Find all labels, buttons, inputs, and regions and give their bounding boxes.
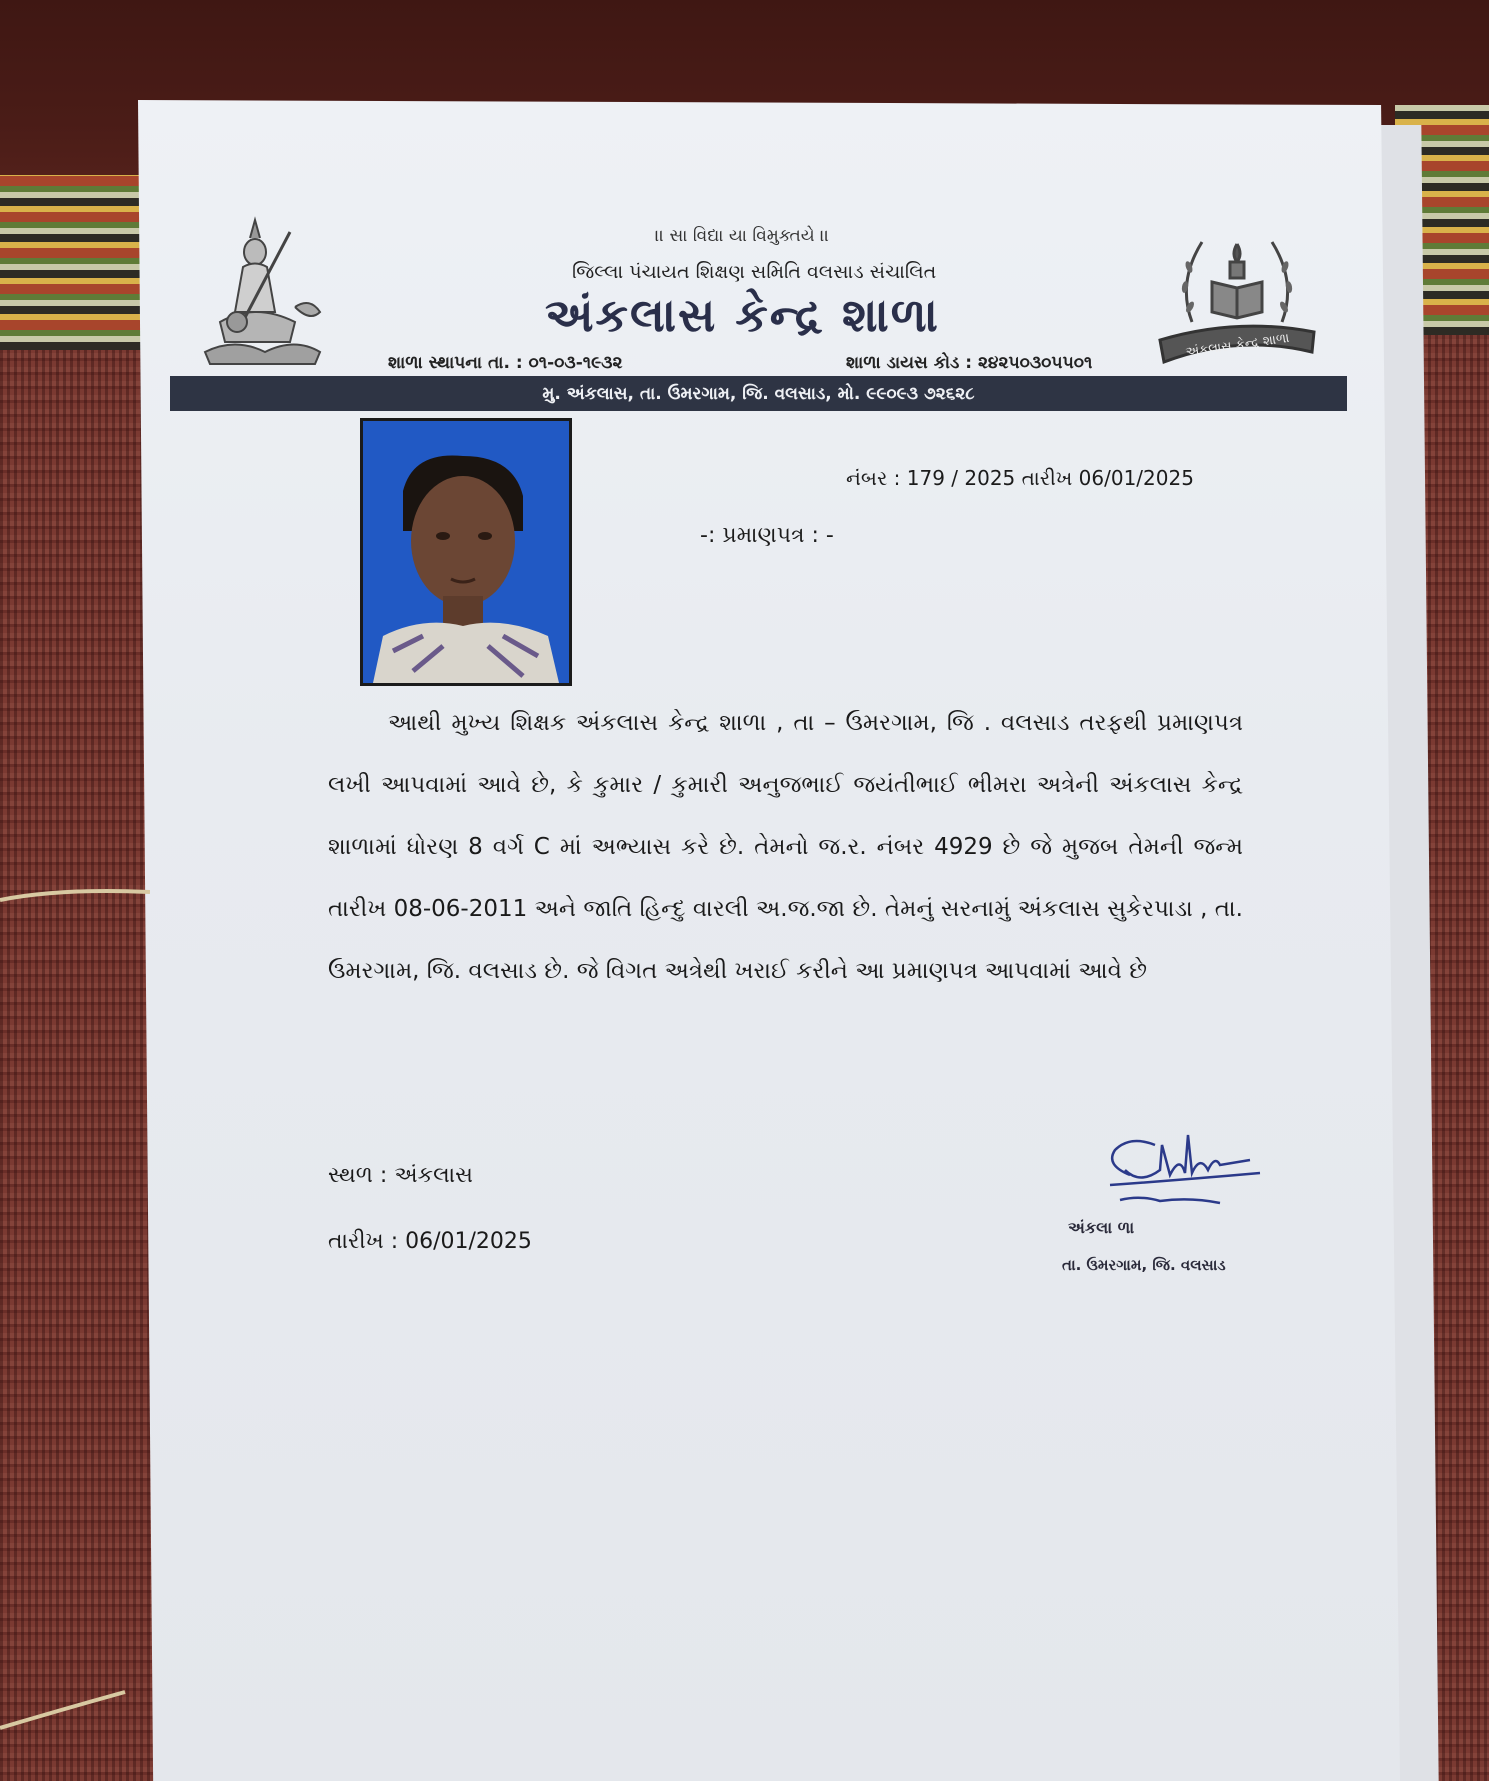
school-emblem-icon <box>1152 222 1322 370</box>
twine-string <box>0 886 150 906</box>
managing-organization: જિલ્લા પંચાયત શિક્ષણ સમિતિ વલસાડ સંચાલિત <box>572 261 937 283</box>
signatory-role: અંકલા ળા <box>1068 1218 1135 1237</box>
reference-number: નંબર : 179 / 2025 તારીખ 06/01/2025 <box>846 466 1194 490</box>
twine-string-bottom <box>0 1690 130 1730</box>
establishment-date: શાળા સ્થાપના તા. : ૦૧-૦૩-૧૯૩૨ <box>388 353 623 373</box>
certificate-title: -: પ્રમાણપત્ર : - <box>700 523 834 548</box>
address-text: મુ. અંકલાસ, તા. ઉમરગામ, જિ. વલસાડ, મો. ૯૯૦૯૩ ૭૨૬૨૮ <box>542 383 975 404</box>
place-line: સ્થળ : અંકલાસ <box>328 1163 473 1188</box>
dise-code: શાળા ડાયસ કોડ : ૨૪૨૫૦૩૦૫૫૦૧ <box>846 353 1093 373</box>
signatory-address: તા. ઉમરગામ, જિ. વલસાડ <box>1062 1256 1226 1274</box>
school-name: અંકલાસ કેન્દ્ર શાળા <box>545 288 940 342</box>
student-photo <box>360 418 572 686</box>
certificate-body: આથી મુખ્ય શિક્ષક અંકલાસ કેન્દ્ર શાળા , તા – ઉમરગામ, જિ . વલસાડ તરફથી પ્રમાણપત્ર લખી આપવામાં આવે છે, કે કુમાર / કુમારી અનુજભાઈ જયંતીભાઈ ભીમરા અત્રેની અંકલાસ કેન્દ્ર શાળામાં ધોરણ 8 વર્ગ C માં અભ્યાસ કરે છે. તેમનો જ.ર. નંબર 4929 છે જે મુજબ તેમની જન્મ તારીખ 08-06-2011 અને જાતિ હિન્દુ વારલી અ.જ.જા છે. તેમનું સરનામું અંકલાસ સુકેરપાડા , તા. ઉમરગામ, જિ. વલસાડ છે. જે વિગત અત્રેથી ખરાઈ કરીને આ પ્રમાણપત્ર આપવામાં આવે છે <box>328 710 1243 984</box>
school-motto: ।। સા વિદ્યા યા વિમુક્તયે ।। <box>655 226 830 246</box>
signature-icon <box>1100 1125 1270 1215</box>
address-band <box>170 376 1347 411</box>
saraswati-logo-icon <box>195 212 330 372</box>
date-line: તારીખ : 06/01/2025 <box>328 1229 532 1254</box>
emblem-caption: અંકલાસ કેન્દ્ર શાળા <box>1184 330 1291 361</box>
cloth-stripe-left <box>0 175 160 350</box>
